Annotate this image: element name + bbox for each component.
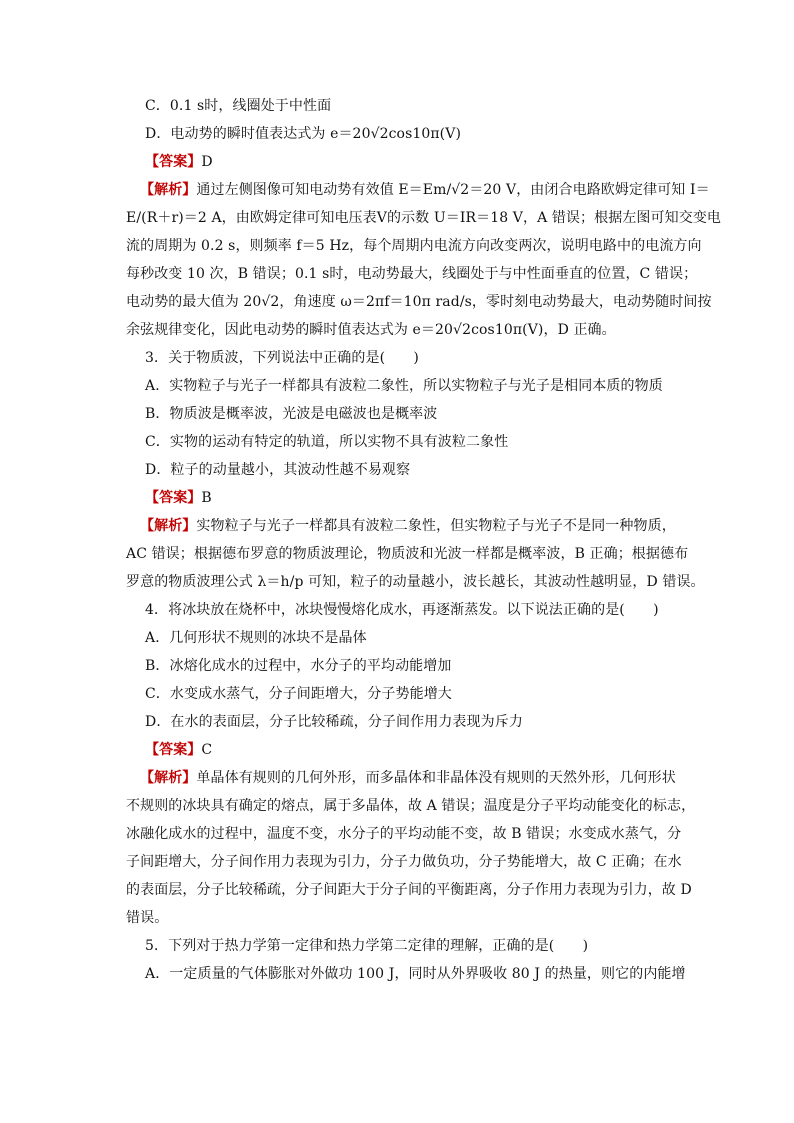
text-line bbox=[126, 736, 686, 764]
text-line bbox=[126, 344, 686, 372]
line-text: 不规则的冰块具有确定的熔点，属于多晶体，故 A 错误；温度是分子平均动能变化的标志， bbox=[126, 798, 696, 814]
answer-tag: 【答案】 bbox=[145, 154, 202, 170]
text-line bbox=[126, 232, 702, 260]
text-line bbox=[126, 848, 686, 876]
text-line bbox=[126, 960, 686, 988]
text-line bbox=[126, 764, 686, 792]
text-line bbox=[126, 708, 686, 736]
text-line bbox=[126, 288, 712, 316]
text-line bbox=[126, 596, 686, 624]
line-text: C．实物的运动有特定的轨道，所以实物不具有波粒二象性 bbox=[145, 434, 509, 450]
line-text: A．实物粒子与光子一样都具有波粒二象性，所以实物粒子与光子是相同本质的物质 bbox=[145, 378, 663, 394]
line-text: 实物粒子与光子一样都具有波粒二象性，但实物粒子与光子不是同一种物质， bbox=[196, 518, 676, 534]
line-text: 罗意的物质波理公式 λ＝h/p 可知，粒子的动量越小，波长越长，其波动性越明显，D 错误。 bbox=[126, 574, 705, 590]
line-text: D bbox=[201, 154, 213, 170]
text-line bbox=[126, 512, 686, 540]
text-line bbox=[126, 932, 686, 960]
line-text: 通过左侧图像可知电动势有效值 E＝Em/√2＝20 V，由闭合电路欧姆定律可知 I＝ bbox=[196, 182, 710, 198]
line-text: 的表面层，分子比较稀疏，分子间距大于分子间的平衡距离，分子作用力表现为引力，故 D bbox=[126, 882, 692, 898]
line-text: B．物质波是概率波，光波是电磁波也是概率波 bbox=[145, 406, 438, 422]
text-line bbox=[126, 680, 686, 708]
line-text: 单晶体有规则的几何外形，而多晶体和非晶体没有规则的天然外形，几何形状 bbox=[196, 770, 676, 786]
line-text: 流的周期为 0.2 s，则频率 f＝5 Hz，每个周期内电流方向改变两次，说明电路中的电流方向 bbox=[126, 238, 702, 254]
line-text: 错误。 bbox=[126, 910, 169, 926]
line-text: D．在水的表面层，分子比较稀疏，分子间作用力表现为斥力 bbox=[145, 714, 523, 730]
line-text: A．几何形状不规则的冰块不是晶体 bbox=[145, 630, 367, 646]
text-line bbox=[126, 428, 686, 456]
line-text: C．水变成水蒸气，分子间距增大，分子势能增大 bbox=[145, 686, 452, 702]
text-line bbox=[126, 484, 686, 512]
text-line bbox=[126, 92, 686, 120]
line-text: D．电动势的瞬时值表达式为 e＝20√2cos10π(V) bbox=[145, 126, 462, 142]
text-line bbox=[126, 820, 686, 848]
text-line bbox=[126, 904, 686, 932]
line-text: C．0.1 s时，线圈处于中性面 bbox=[145, 98, 332, 114]
line-text: 每秒改变 10 次，B 错误；0.1 s时，电动势最大，线圈处于与中性面垂直的位置，C 错误； bbox=[126, 266, 698, 282]
answer-tag: 【答案】 bbox=[145, 742, 202, 758]
text-line bbox=[126, 120, 686, 148]
line-text: D．粒子的动量越小，其波动性越不易观察 bbox=[145, 462, 411, 478]
line-text: 余弦规律变化，因此电动势的瞬时值表达式为 e＝20√2cos10π(V)，D 正确。 bbox=[126, 322, 616, 338]
line-text: 电动势的最大值为 20√2，角速度 ω＝2πf＝10π rad/s，零时刻电动势最大，电动势随时间按 bbox=[126, 294, 712, 310]
answer-tag: 【解析】 bbox=[140, 770, 197, 786]
text-line bbox=[126, 372, 686, 400]
document-body bbox=[126, 92, 722, 988]
line-text: B bbox=[201, 490, 212, 506]
line-text: 4．将冰块放在烧杯中，冰块慢慢熔化成水，再逐渐蒸发。以下说法正确的是( ) bbox=[145, 602, 659, 618]
text-line bbox=[126, 176, 710, 204]
line-text: 子间距增大，分子间作用力表现为引力，分子力做负功，分子势能增大，故 C 正确；在水 bbox=[126, 854, 682, 870]
line-text: 5．下列对于热力学第一定律和热力学第二定律的理解，正确的是( ) bbox=[145, 938, 589, 954]
text-line bbox=[126, 652, 686, 680]
line-text: E/(R＋r)＝2 A，由欧姆定律可知电压表V的示数 U＝IR＝18 V，A 错误；根据左图可知交变电 bbox=[126, 210, 722, 226]
line-text: AC 错误；根据德布罗意的物质波理论，物质波和光波一样都是概率波，B 正确；根据德布 bbox=[126, 546, 689, 562]
text-line bbox=[126, 456, 686, 484]
text-line bbox=[126, 876, 692, 904]
answer-tag: 【解析】 bbox=[140, 518, 197, 534]
text-line bbox=[126, 540, 689, 568]
text-line bbox=[126, 204, 722, 232]
text-line bbox=[126, 148, 686, 176]
text-line bbox=[126, 624, 686, 652]
text-line bbox=[126, 316, 686, 344]
text-line bbox=[126, 568, 705, 596]
line-text: C bbox=[201, 742, 213, 758]
line-text: 3．关于物质波，下列说法中正确的是( ) bbox=[145, 350, 419, 366]
answer-tag: 【解析】 bbox=[140, 182, 197, 198]
line-text: B．冰熔化成水的过程中，水分子的平均动能增加 bbox=[145, 658, 452, 674]
answer-tag: 【答案】 bbox=[145, 490, 202, 506]
text-line bbox=[126, 792, 696, 820]
line-text: 冰融化成水的过程中，温度不变，水分子的平均动能不变，故 B 错误；水变成水蒸气，分 bbox=[126, 826, 682, 842]
text-line bbox=[126, 260, 698, 288]
line-text: A．一定质量的气体膨胀对外做功 100 J，同时从外界吸收 80 J 的热量，则它的内能增 bbox=[145, 966, 686, 982]
text-line bbox=[126, 400, 686, 428]
